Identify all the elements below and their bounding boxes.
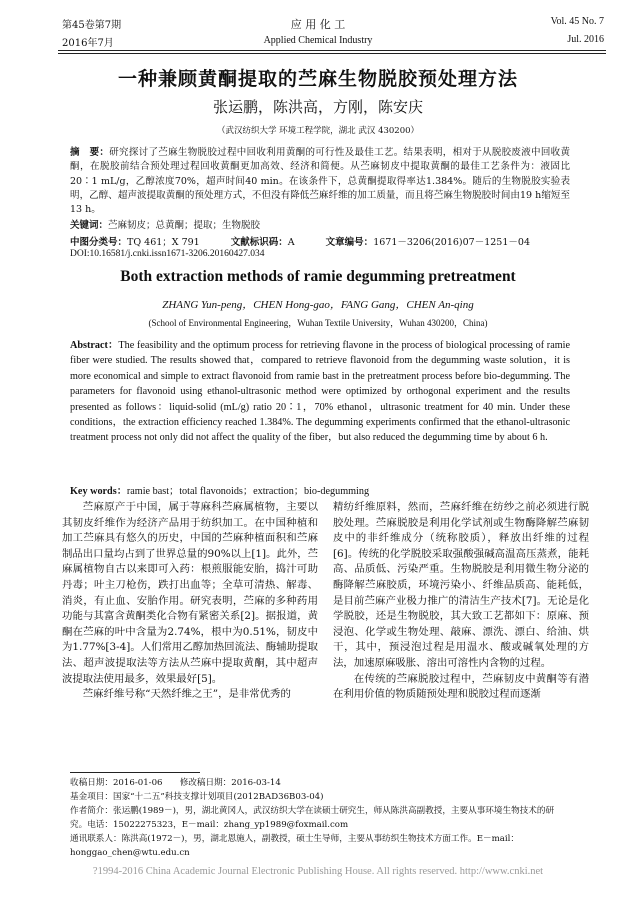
footnote-rule	[70, 772, 200, 773]
footnote-fund: 基金项目：国家“十二五”科技支撑计划项目(2012BAD36B03-04)	[70, 792, 324, 802]
footnote-corresponding: 通讯联系人：陈洪高(1972－)，男，湖北恩施人，副教授，硕士生导师，主要从事纺织生物技术方面工作。E－mail：honggao_chen@wtu.edu.cn	[70, 834, 519, 858]
article-no-value: 1671－3206(2016)07－1251－04	[373, 237, 530, 248]
title-en: Both extraction methods of ramie degumming pretreatment	[120, 268, 516, 285]
header-volume: 第45卷第7期	[62, 20, 122, 31]
keywords-en-label: Key words：	[70, 486, 127, 497]
header-rule-thin	[58, 53, 606, 54]
clc-label: 中图分类号：	[70, 237, 128, 248]
copyright-footer: ?1994-2016 China Academic Journal Electronic Publishing House. All rights reserved. http://www.cnki.net	[92, 866, 544, 877]
doc-code-value: A	[287, 237, 295, 248]
footnote-author: 作者简介：张运鹏(1989－)，男，湖北黄冈人，武汉纺织大学在读硕士研究生，师从陈洪高副教授，主要从事环境生物技术的研究。电话：15022275323，E－mail：zhang_yp1989@foxmail.com	[70, 806, 555, 830]
body-paragraph: 苎麻原产于中国，属于荨麻科苎麻属植物，主要以其韧皮纤维作为经济产品用于纺织加工。在中国种植和加工苎麻具有悠久的历史，中国的苎麻种植面积和苎麻制品出口量均占到了世界总量的90%以上[1]。此外，苎麻属植物自古以来即可入药：根煎服能安胎，捣汁可助丹毒；叶主刀枪伤，跌打出血等；全草可清热、解毒、消炎，有止血、安胎作用。研究表明，苎麻的多种药用功能与其富含黄酮类化合物有紧密关系[2]。据报道，黄酮在苎麻的叶中含量为2.74%，根中为0.51%，韧皮中为1.77%[3-4]。人们常用乙醇加热回流法、酶辅助提取法、超声波提取法等方法从苎麻中提取黄酮，其中超声波提取法使用最多，效果最好[5]。	[62, 501, 319, 685]
keywords-en-text: ramie bast；total flavonoids；extraction；bio-degumming	[126, 486, 370, 497]
abstract-en	[70, 338, 570, 446]
clc-value: TQ 461；X 791	[127, 237, 200, 248]
abstract-en-label: Abstract：	[70, 340, 119, 351]
abstract-cn	[70, 146, 570, 217]
body-left-column	[62, 500, 318, 703]
authors-en: ZHANG Yun-peng，CHEN Hong-gao，FANG Gang，CHEN An-qing	[162, 299, 474, 311]
body-paragraph: 在传统的苎麻脱胶过程中，苎麻韧皮中黄酮等有潜在利用价值的物质随预处理和脱胶过程而逐渐	[333, 672, 589, 701]
keywords-cn	[70, 219, 570, 233]
keywords-cn-label: 关键词：	[70, 220, 109, 231]
authors-cn: 张运鹏，陈洪高，方刚，陈安庆	[212, 98, 423, 116]
body-paragraph: 苎麻纤维号称“天然纤维之王”，是非常优秀的	[82, 688, 291, 701]
header-date-en: Jul. 2016	[567, 34, 604, 45]
header-rule	[58, 50, 606, 51]
body-paragraph: 精纺纤维原料，然而，苎麻纤维在纺纱之前必须进行脱胶处理。苎麻脱胶是利用化学试剂或生物酶降解苎麻韧皮中的非纤维成分（统称胶质），释放出纤维的过程[6]。传统的化学脱胶采取强酸强碱高温高压蒸煮，能耗高、品质低、污染严重。生物脱胶是利用微生物分泌的酶降解苎麻胶质，环境污染小、纤维品质高、能耗低，是目前苎麻产业极力推广的清洁生产技术[7]。无论是化学脱胶，还是生物脱胶，其大致工艺都如下：原麻、预浸泡、化学或生物处理、敲麻、漂洗、漂白、给油、烘干，其中，预浸泡过程是用温水、酸或碱氧处理的方法，加速原麻吸胀、溶出可溶性内含物的过程。	[333, 501, 589, 669]
abstract-en-text: The feasibility and the optimum process for retrieving flavone in the process of biological processing of ramie fiber were studied. The results showed that，compared to retrieve flavonoid from the degumming waste solution，it is more economical and simple to extract flavonoid from ramie bast in the pretreatment process before bio-degumming. The parameters for flavonoid using ethanol-ultrasonic method were optimized by orthogonal experiment and the results presented as follows：liquid-solid (mL/g) ratio 20∶1，70% ethanol，ultrasonic treatment for 40 min. Under these conditions，the extraction efficiency reached 1.384%. The degumming experiments confirmed that the ethanol-ultrasonic treatment process not only did not affect the quality of the fiber，but also reduced the degumming time by about 6 h.	[70, 340, 570, 444]
footnote-received: 收稿日期：2016-01-06 修改稿日期：2016-03-14	[70, 778, 281, 788]
classification-row	[70, 234, 558, 248]
header-date-cn: 2016年7月	[62, 38, 114, 49]
doi: DOI:10.16581/j.cnki.issn1671-3206.20160427.034	[70, 249, 265, 259]
keywords-cn-text: 苎麻韧皮；总黄酮；提取；生物脱胶	[108, 220, 261, 231]
header-volume-en: Vol. 45 No. 7	[550, 16, 604, 27]
footnotes	[70, 776, 570, 860]
affiliation-cn: （武汉纺织大学 环境工程学院，湖北 武汉 430200）	[216, 126, 420, 136]
article-no-label: 文章编号：	[325, 237, 374, 248]
doc-code-label: 文献标识码：	[230, 237, 288, 248]
keywords-en	[70, 482, 369, 497]
header-journal-en: Applied Chemical Industry	[263, 35, 373, 46]
body-right-column	[333, 500, 589, 703]
abstract-cn-label: 摘 要：	[70, 147, 110, 158]
affiliation-en: (School of Environmental Engineering，Wuhan Textile University，Wuhan 430200，China)	[148, 318, 488, 328]
title-cn: 一种兼顾黄酮提取的苎麻生物脱胶预处理方法	[117, 68, 518, 90]
abstract-cn-text: 研究探讨了苎麻生物脱胶过程中回收利用黄酮的可行性及最佳工艺。结果表明，相对于从脱胶废液中回收黄酮，在脱胶前结合预处理过程回收黄酮更加高效、经济和简便。从苎麻韧皮中提取黄酮的最佳工艺条件为：液固比20∶1 mL/g，乙醇浓度70%，超声时间40 min。在该条件下，总黄酮提取得率达1.384%。随后的生物脱胶实验表明，乙醇、超声波提取黄酮的预处理方式，不但没有降低苎麻纤维的加工质量，而且将苎麻生物脱胶时间由19 h缩短至13 h。	[70, 147, 570, 216]
header-journal-cn: 应 用 化 工	[290, 18, 346, 31]
